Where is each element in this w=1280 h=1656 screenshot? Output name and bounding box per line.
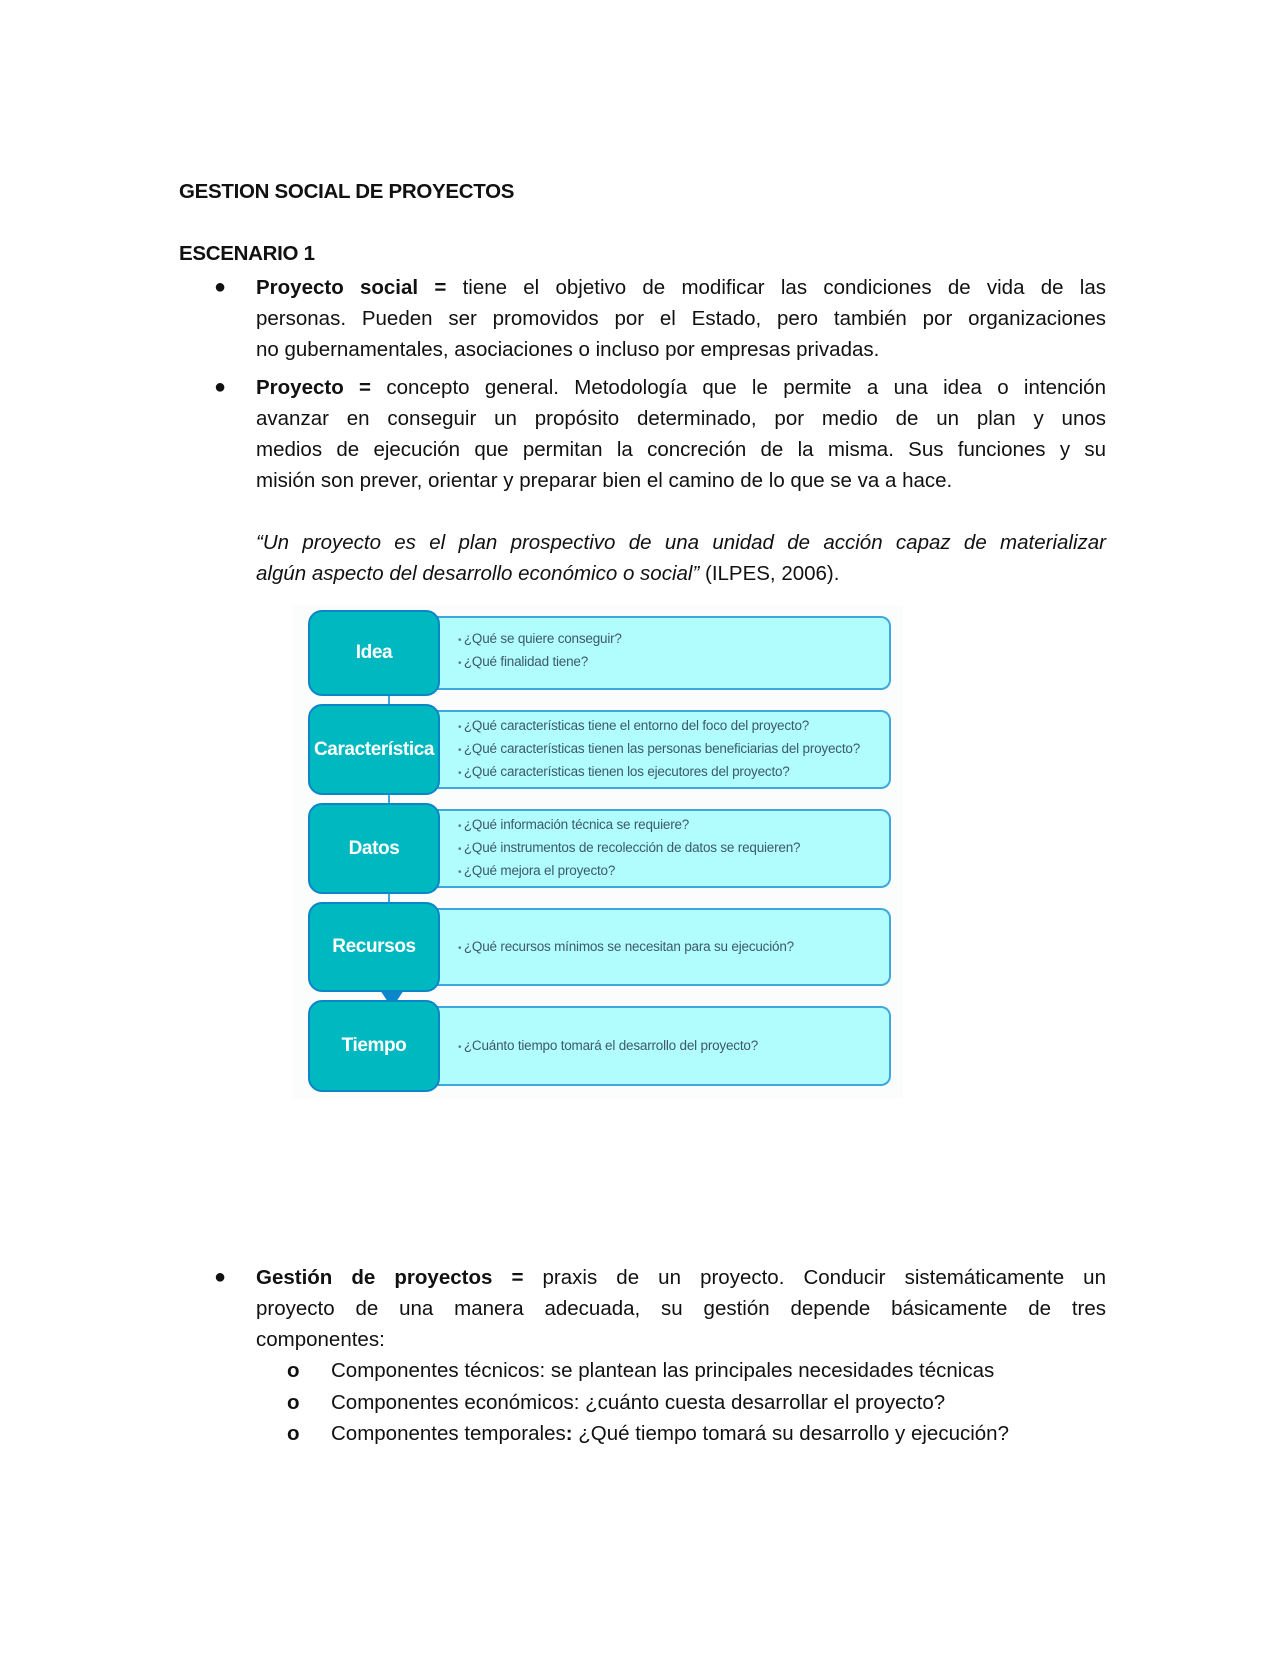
row-items [458, 610, 883, 696]
row-items [458, 704, 883, 795]
section-heading: ESCENARIO 1 [179, 242, 315, 265]
sub-label: Componentes técnicos: [331, 1359, 546, 1382]
row-label: Recursos [308, 902, 440, 992]
diagram-row-idea [308, 610, 891, 696]
bullet-gestion-de-proyectos [256, 1262, 1106, 1355]
project-flow-diagram [293, 606, 903, 1098]
row-label: Datos [308, 803, 440, 894]
quote-line: algún aspecto del desarrollo económico o social” [256, 562, 700, 585]
text-line: concepto general. Metodología que le permite a una idea o intención [386, 376, 1106, 399]
row-label: Idea [308, 610, 440, 696]
row-items [458, 902, 883, 992]
row-item: • ¿Qué características tienen las personas beneficiarias del proyecto? [458, 738, 883, 761]
row-item: • ¿Qué mejora el proyecto? [458, 860, 883, 883]
citation: (ILPES, 2006). [699, 562, 840, 585]
text-line: praxis de un proyecto. Conducir sistemáticamente un [542, 1266, 1106, 1289]
text-line: tiene el objetivo de modificar las condiciones de vida de las [462, 276, 1106, 299]
row-item: • ¿Qué se quiere conseguir? [458, 628, 883, 651]
row-item: • ¿Qué instrumentos de recolección de datos se requieren? [458, 837, 883, 860]
term: Proyecto = [256, 376, 372, 399]
bullet-proyecto-social [256, 272, 1106, 365]
row-item: • ¿Qué características tiene el entorno del foco del proyecto? [458, 715, 883, 738]
sub-label: Componentes temporales [331, 1422, 566, 1445]
row-item: • ¿Qué recursos mínimos se necesitan para su ejecución? [458, 936, 883, 959]
row-label: Tiempo [308, 1000, 440, 1092]
row-item: • ¿Qué finalidad tiene? [458, 651, 883, 674]
row-items [458, 803, 883, 894]
row-item: • ¿Cuánto tiempo tomará el desarrollo del proyecto? [458, 1035, 883, 1058]
text-line: no gubernamentales, asociaciones o incluso por empresas privadas. [256, 338, 880, 361]
circle-bullet-icon: o [287, 1359, 300, 1382]
row-item: • ¿Qué características tienen los ejecutores del proyecto? [458, 761, 883, 784]
text-line: misión son prever, orientar y preparar bien el camino de lo que se va a hace. [256, 469, 953, 492]
diagram-row-tiempo [308, 1000, 891, 1092]
circle-bullet-icon: o [287, 1422, 300, 1445]
text-line: personas. Pueden ser promovidos por el Estado, pero también por organizaciones [256, 307, 1106, 330]
text-line: componentes: [256, 1328, 385, 1351]
sub-text: se plantean las principales necesidades técnicas [545, 1359, 995, 1382]
text-line: avanzar en conseguir un propósito determinado, por medio de un plan y unos [256, 407, 1106, 430]
sub-text: ¿cuánto cuesta desarrollar el proyecto? [579, 1390, 946, 1414]
row-item: • ¿Qué información técnica se requiere? [458, 814, 883, 837]
quote-line: “Un proyecto es el plan prospectivo de una unidad de acción capaz de materializar [256, 531, 1106, 554]
term: Proyecto social = [256, 276, 447, 299]
diagram-row-datos [308, 803, 891, 894]
row-items [458, 1000, 883, 1092]
components-sublist [287, 1355, 1107, 1450]
text-line: medios de ejecución que permitan la concreción de la misma. Sus funciones y su [256, 438, 1106, 461]
bullet-proyecto [256, 372, 1106, 589]
sub-item-tecnicos [287, 1355, 1107, 1387]
document-title: GESTION SOCIAL DE PROYECTOS [179, 180, 515, 203]
sub-label: Componentes económicos: [331, 1390, 580, 1414]
bullet-icon: ● [214, 1266, 227, 1288]
term: Gestión de proyectos = [256, 1266, 524, 1289]
bullet-icon: ● [214, 276, 227, 298]
sub-item-temporales [287, 1418, 1107, 1450]
row-label: Característica [308, 704, 440, 795]
sub-text: ¿Qué tiempo tomará su desarrollo y ejecución? [572, 1422, 1009, 1445]
diagram-row-caracteristica [308, 704, 891, 795]
diagram-row-recursos [308, 902, 891, 992]
sub-item-economicos [287, 1387, 1107, 1419]
sub-colon: : [565, 1422, 573, 1445]
text-line: proyecto de una manera adecuada, su gestión depende básicamente de tres [256, 1297, 1106, 1320]
bullet-icon: ● [214, 376, 227, 398]
circle-bullet-icon: o [287, 1390, 300, 1414]
